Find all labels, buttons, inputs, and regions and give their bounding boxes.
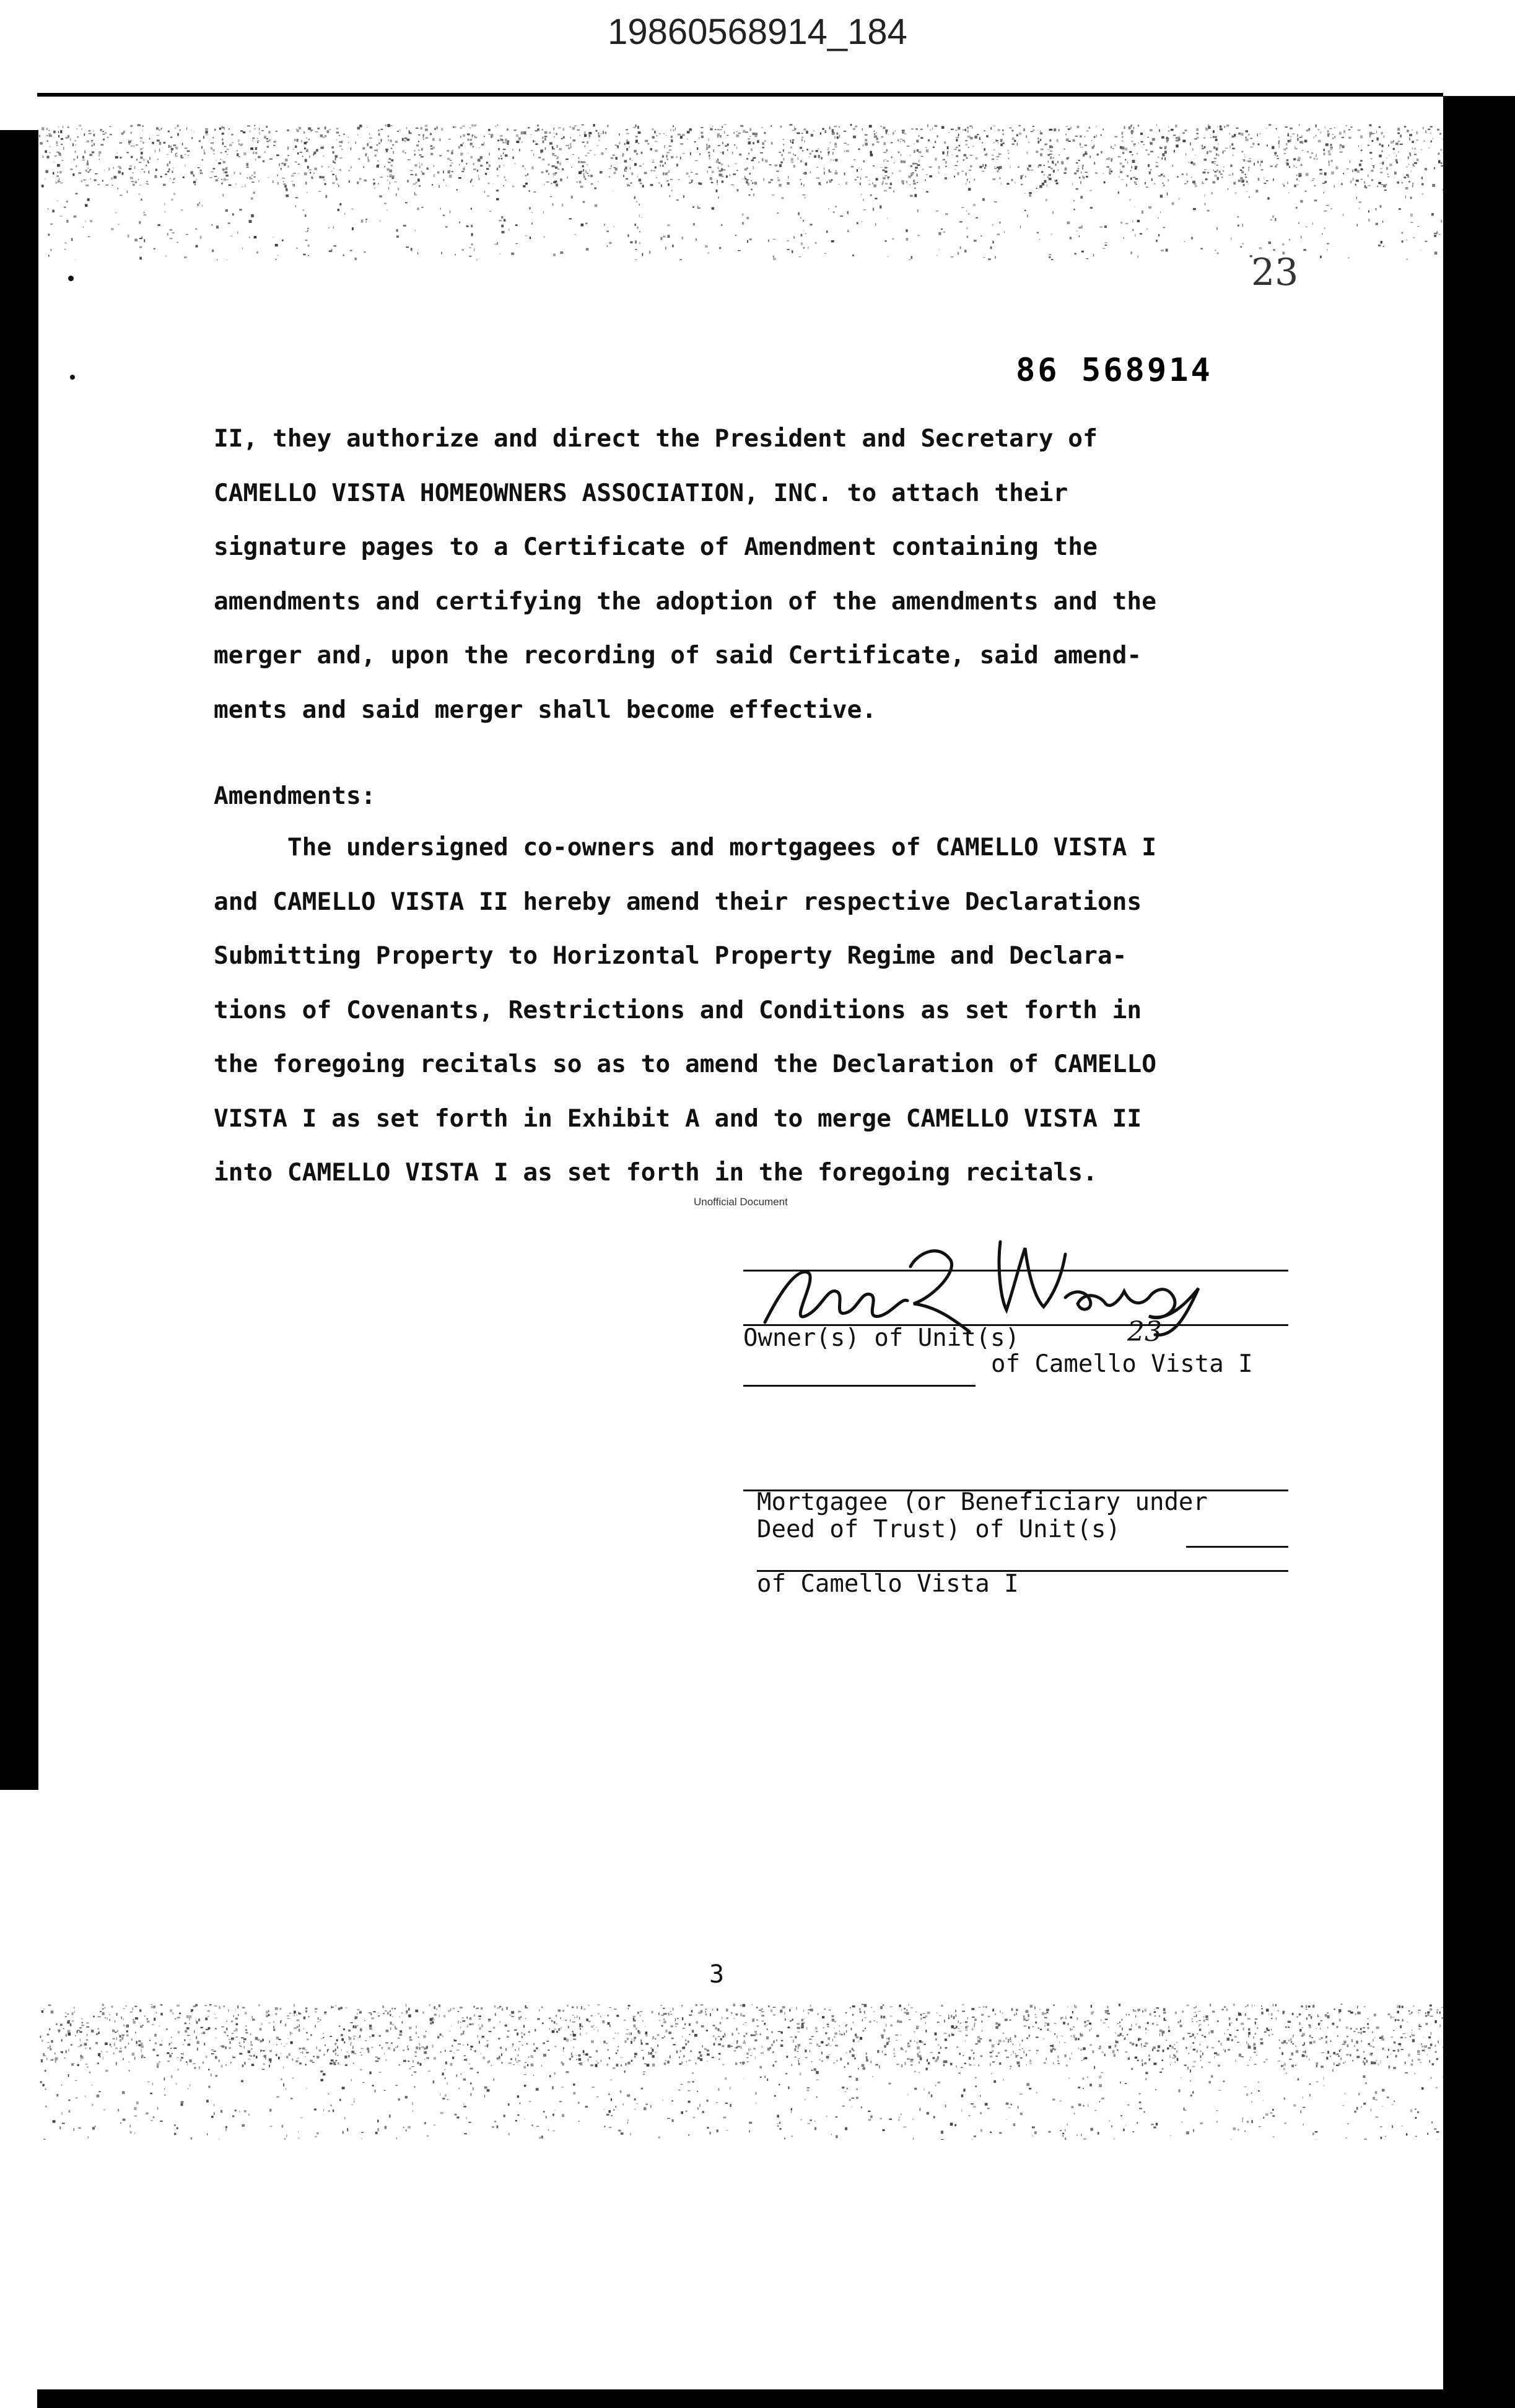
mortgagee-unit-blank (1186, 1546, 1288, 1548)
owner-unit-label: Owner(s) of Unit(s) (743, 1324, 1020, 1352)
scan-border-right (1443, 96, 1515, 2408)
owner-blank-line (743, 1385, 976, 1387)
body-text-line: The undersigned co-owners and mortgagees of CAMELLO VISTA I (214, 833, 1156, 862)
page-number: 3 (709, 1960, 725, 1989)
body-text-line: and CAMELLO VISTA II hereby amend their respective Declarations (214, 887, 1142, 916)
body-text-line: Submitting Property to Horizontal Property Regime and Declara- (214, 941, 1127, 970)
body-text-line: signature pages to a Certificate of Amendment containing the (214, 533, 1098, 561)
margin-dot (70, 375, 75, 380)
margin-dot (68, 276, 74, 281)
mortgagee-label-2: Deed of Trust) of Unit(s) (757, 1516, 1120, 1543)
mortgagee-label-1: Mortgagee (or Beneficiary under (757, 1488, 1208, 1516)
unofficial-document-note: Unofficial Document (694, 1196, 788, 1208)
mortgagee-property-label: of Camello Vista I (757, 1570, 1019, 1598)
body-text-line: CAMELLO VISTA HOMEOWNERS ASSOCIATION, INC. to attach their (214, 478, 1068, 507)
body-text-line: tions of Covenants, Restrictions and Conditions as set forth in (214, 995, 1142, 1024)
body-text-line: into CAMELLO VISTA I as set forth in the foregoing recitals. (214, 1158, 1098, 1187)
owner-property-label: of Camello Vista I (991, 1350, 1253, 1378)
body-text-line: II, they authorize and direct the President and Secretary of (214, 424, 1098, 453)
scan-noise-bottom (38, 2004, 1443, 2140)
owner-unit-number: 23 (1127, 1316, 1162, 1348)
scan-border-bottom (37, 2389, 1443, 2408)
body-text-line: the foregoing recitals so as to amend the Declaration of CAMELLO (214, 1050, 1156, 1078)
body-text-line: merger and, upon the recording of said Certificate, said amend- (214, 641, 1142, 670)
scan-noise-top (38, 124, 1443, 260)
body-text-line: ments and said merger shall become effective. (214, 695, 877, 724)
document-id: 19860568914_184 (608, 12, 907, 52)
scan-border-left (0, 130, 38, 1790)
recording-number: 86 568914 (1016, 352, 1213, 389)
handwritten-page-mark: 23 (1251, 251, 1299, 294)
amendments-heading: Amendments: (214, 782, 376, 810)
scan-border-top (37, 93, 1443, 97)
body-text-line: VISTA I as set forth in Exhibit A and to merge CAMELLO VISTA II (214, 1104, 1142, 1133)
body-text-line: amendments and certifying the adoption of the amendments and the (214, 587, 1156, 616)
